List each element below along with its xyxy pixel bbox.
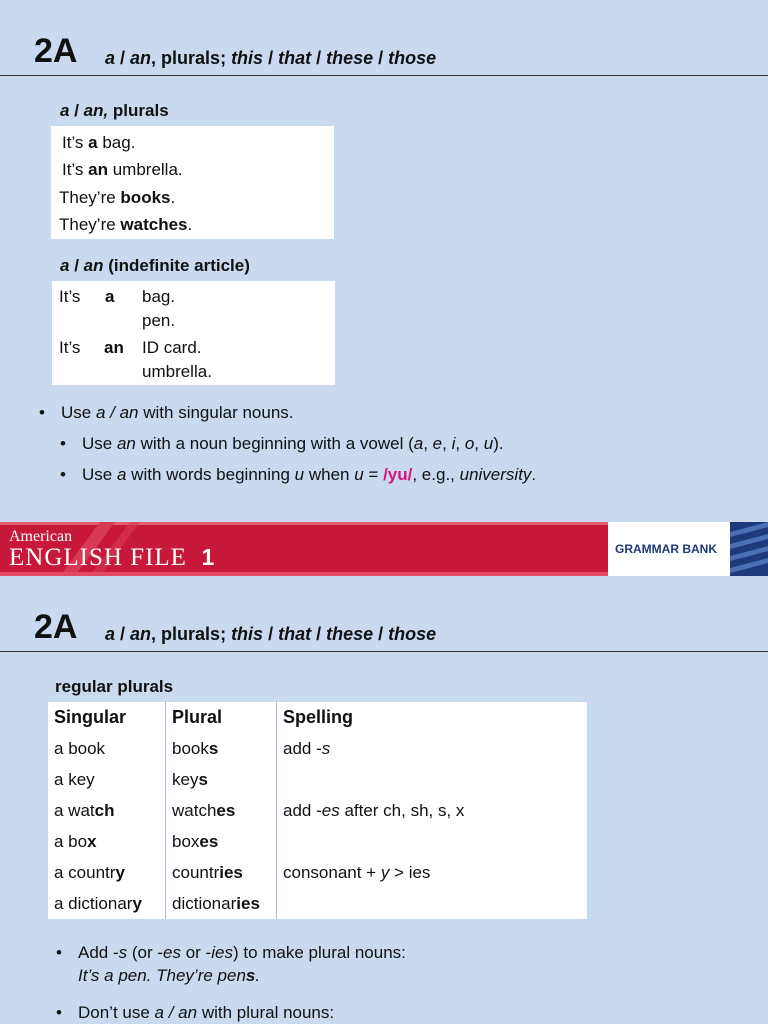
bullet-dot-icon: • — [60, 434, 66, 453]
stripes-icon — [730, 522, 768, 576]
bullet-italic: es — [163, 943, 181, 962]
bullet-u-words — [60, 465, 537, 485]
plurals-table — [48, 702, 587, 919]
line-text: . — [187, 215, 193, 234]
cell-text: countr — [172, 862, 220, 882]
singular-cell — [48, 826, 166, 857]
heading-part: a — [60, 256, 70, 275]
bullet-no-article-plural — [56, 1003, 335, 1023]
example-line — [59, 188, 175, 208]
header-divider — [0, 651, 768, 652]
title-part: these — [326, 48, 374, 68]
cell-text: book — [172, 738, 209, 758]
bullet-italic: an — [116, 434, 136, 453]
example-bold: s — [245, 966, 256, 985]
bullet-italic: o — [464, 434, 475, 453]
example-text: It’s a pen. They’re pen — [78, 966, 246, 985]
bullet-add-s — [56, 943, 406, 963]
singular-cell — [48, 795, 166, 826]
line-bold: watches — [120, 215, 188, 234]
cell-bold: ch — [94, 800, 115, 820]
bullet-text: when — [304, 465, 355, 484]
bullet-text: with singular nouns. — [138, 403, 294, 422]
section-heading-regular-plurals: regular plurals — [55, 677, 174, 696]
unit-title — [105, 48, 436, 69]
example-line — [59, 215, 192, 235]
header-divider — [0, 75, 768, 76]
column-header: Spelling — [283, 707, 354, 727]
unit-number: 2A — [34, 608, 78, 646]
title-part: / — [373, 48, 389, 68]
bullet-italic: ies — [211, 943, 233, 962]
line-text: It’s — [62, 133, 89, 152]
column-header: Plural — [166, 702, 277, 733]
bullet-text: with a noun beginning with a vowel ( — [135, 434, 414, 453]
cell-text: key — [172, 769, 199, 789]
article-cell: ID card. — [142, 338, 202, 357]
title-part: , plurals; — [151, 624, 232, 644]
table-row — [48, 826, 587, 857]
bullet-italic: i — [451, 434, 456, 453]
cell-text: key — [68, 769, 95, 789]
heading-part: / — [69, 101, 84, 120]
cell-bold: ies — [236, 893, 260, 913]
example-text: . — [255, 966, 261, 985]
bullet-italic: a — [116, 465, 127, 484]
bullet-text: Use — [82, 465, 117, 484]
title-part: / — [263, 624, 279, 644]
grammar-bank-label: GRAMMAR BANK — [615, 542, 717, 556]
bullet-text: . — [531, 465, 537, 484]
bullet-dot-icon: • — [56, 1003, 62, 1022]
bullet-italic: u — [354, 465, 364, 484]
heading-part: (indefinite article) — [103, 256, 250, 275]
example-line — [62, 160, 183, 180]
spelling-cell — [277, 795, 588, 826]
bullet-vowel — [60, 434, 504, 454]
line-text: They’re — [59, 215, 121, 234]
bullet-text: , — [423, 434, 433, 453]
title-part: those — [388, 48, 437, 68]
bullet-text: Add - — [78, 943, 119, 962]
grammar-bank-banner — [0, 522, 768, 576]
cell-italic: y — [380, 862, 390, 882]
section-heading-a-an-plurals — [60, 101, 169, 121]
title-part: this — [231, 624, 264, 644]
line-text: It’s — [62, 160, 89, 179]
article-cell: a — [105, 287, 115, 306]
plural-cell — [166, 795, 277, 826]
bullet-text: Use — [61, 403, 96, 422]
cell-text: > ies — [389, 862, 431, 882]
title-part: a — [105, 48, 116, 68]
cell-bold: y — [132, 893, 142, 913]
line-text: bag. — [97, 133, 136, 152]
singular-cell — [48, 764, 166, 795]
cell-text: a — [54, 769, 69, 789]
bullet-italic: e — [432, 434, 443, 453]
line-text: They’re — [59, 188, 121, 207]
cell-text: a bo — [54, 831, 88, 851]
cell-italic: s — [321, 738, 331, 758]
line-text: umbrella. — [107, 160, 183, 179]
table-row — [48, 857, 587, 888]
bullet-dot-icon: • — [56, 943, 62, 962]
bullet-italic: s — [118, 943, 128, 962]
spelling-cell — [277, 826, 588, 857]
unit-number: 2A — [34, 32, 78, 70]
title-part: this — [231, 48, 264, 68]
cell-bold: y — [115, 862, 125, 882]
plural-cell — [166, 826, 277, 857]
plural-cell — [166, 764, 277, 795]
bullet-text: Use — [82, 434, 117, 453]
cell-text: add - — [283, 800, 322, 820]
bullet-italic: u — [483, 434, 494, 453]
line-bold: a — [88, 133, 98, 152]
bullet-italic: a / an — [154, 1003, 198, 1022]
bullet-example — [78, 966, 260, 986]
table-row — [48, 888, 587, 919]
heading-part: an, — [83, 101, 109, 120]
bullet-italic: a / an — [95, 403, 139, 422]
cell-text: watch — [172, 800, 217, 820]
title-part: those — [388, 624, 437, 644]
example-box-articles — [52, 281, 335, 385]
bullet-italic: a — [413, 434, 424, 453]
title-part: / — [263, 48, 279, 68]
bullet-text: , — [442, 434, 452, 453]
article-cell: bag. — [142, 287, 176, 306]
brand-american: American — [9, 528, 73, 545]
bullet-dot-icon: • — [60, 465, 66, 484]
example-line — [62, 133, 135, 153]
title-part: / — [373, 624, 389, 644]
bullet-dot-icon: • — [39, 403, 45, 422]
cell-text: book — [68, 738, 106, 758]
section-heading-indefinite-article — [60, 256, 250, 276]
spelling-cell — [277, 764, 588, 795]
cell-text: a countr — [54, 862, 116, 882]
article-cell: umbrella. — [142, 362, 212, 381]
singular-cell — [48, 857, 166, 888]
heading-part: plurals — [108, 101, 169, 120]
title-part: that — [278, 624, 312, 644]
bullet-text: , — [474, 434, 484, 453]
table-row — [48, 733, 587, 764]
cell-text: a — [54, 738, 69, 758]
title-part: , plurals; — [151, 48, 232, 68]
bullet-italic: u — [294, 465, 305, 484]
heading-part: / — [69, 256, 84, 275]
heading-part: an — [83, 256, 104, 275]
brand-name: ENGLISH FILE — [9, 544, 187, 571]
article-cell: pen. — [142, 311, 176, 330]
bullet-text: , e.g., — [412, 465, 460, 484]
cell-text: a dictionar — [54, 893, 133, 913]
line-bold: books — [120, 188, 171, 207]
cell-text: a wat — [54, 800, 95, 820]
cell-text: add - — [283, 738, 322, 758]
bullet-singular-nouns — [39, 403, 294, 423]
column-header: Singular — [48, 702, 166, 733]
plural-cell — [166, 857, 277, 888]
title-part: / — [115, 624, 131, 644]
plural-cell — [166, 888, 277, 919]
article-cell: It’s — [59, 287, 81, 306]
line-text: . — [170, 188, 176, 207]
bullet-text: ) to make plural nouns: — [232, 943, 406, 962]
bullet-text: with plural nouns: — [197, 1003, 335, 1022]
title-part: / — [311, 48, 327, 68]
bullet-text: , — [455, 434, 465, 453]
bullet-text: with words beginning — [126, 465, 295, 484]
table-header-row — [48, 702, 587, 733]
title-part: an — [130, 624, 152, 644]
heading-part: a — [60, 101, 70, 120]
bullet-text: (or - — [127, 943, 164, 962]
cell-bold: s — [198, 769, 208, 789]
title-part: that — [278, 48, 312, 68]
spelling-cell — [277, 857, 588, 888]
brand-level: 1 — [201, 544, 216, 570]
cell-text: consonant + — [283, 862, 381, 882]
line-bold: an — [88, 160, 108, 179]
bullet-text: ). — [493, 434, 504, 453]
table-row — [48, 795, 587, 826]
title-part: / — [311, 624, 327, 644]
singular-cell — [48, 888, 166, 919]
cell-italic: es — [321, 800, 340, 820]
cell-bold: es — [216, 800, 236, 820]
cell-bold: ies — [219, 862, 243, 882]
title-part: these — [326, 624, 374, 644]
title-part: an — [130, 48, 152, 68]
cell-text: dictionar — [172, 893, 237, 913]
cell-text: box — [172, 831, 200, 851]
example-box-plurals — [51, 126, 334, 239]
bullet-italic: university — [459, 465, 532, 484]
cell-bold: x — [87, 831, 97, 851]
cell-bold: es — [199, 831, 219, 851]
title-part: / — [115, 48, 131, 68]
title-part: a — [105, 624, 116, 644]
unit-title — [105, 624, 436, 645]
spelling-cell — [277, 733, 588, 764]
plural-cell — [166, 733, 277, 764]
article-cell: It’s — [59, 338, 81, 357]
bullet-text: Don’t use — [78, 1003, 155, 1022]
cell-text: after ch, sh, s, x — [339, 800, 465, 820]
article-cell: an — [104, 338, 124, 357]
bullet-text: = — [363, 465, 384, 484]
banner-bottom-line — [0, 572, 608, 576]
table-row — [48, 764, 587, 795]
cell-bold: s — [208, 738, 219, 758]
singular-cell — [48, 733, 166, 764]
bullet-text: or - — [181, 943, 212, 962]
spelling-cell — [277, 888, 588, 919]
ipa-symbol: /yu/ — [383, 465, 413, 484]
brand-logo — [9, 544, 215, 572]
